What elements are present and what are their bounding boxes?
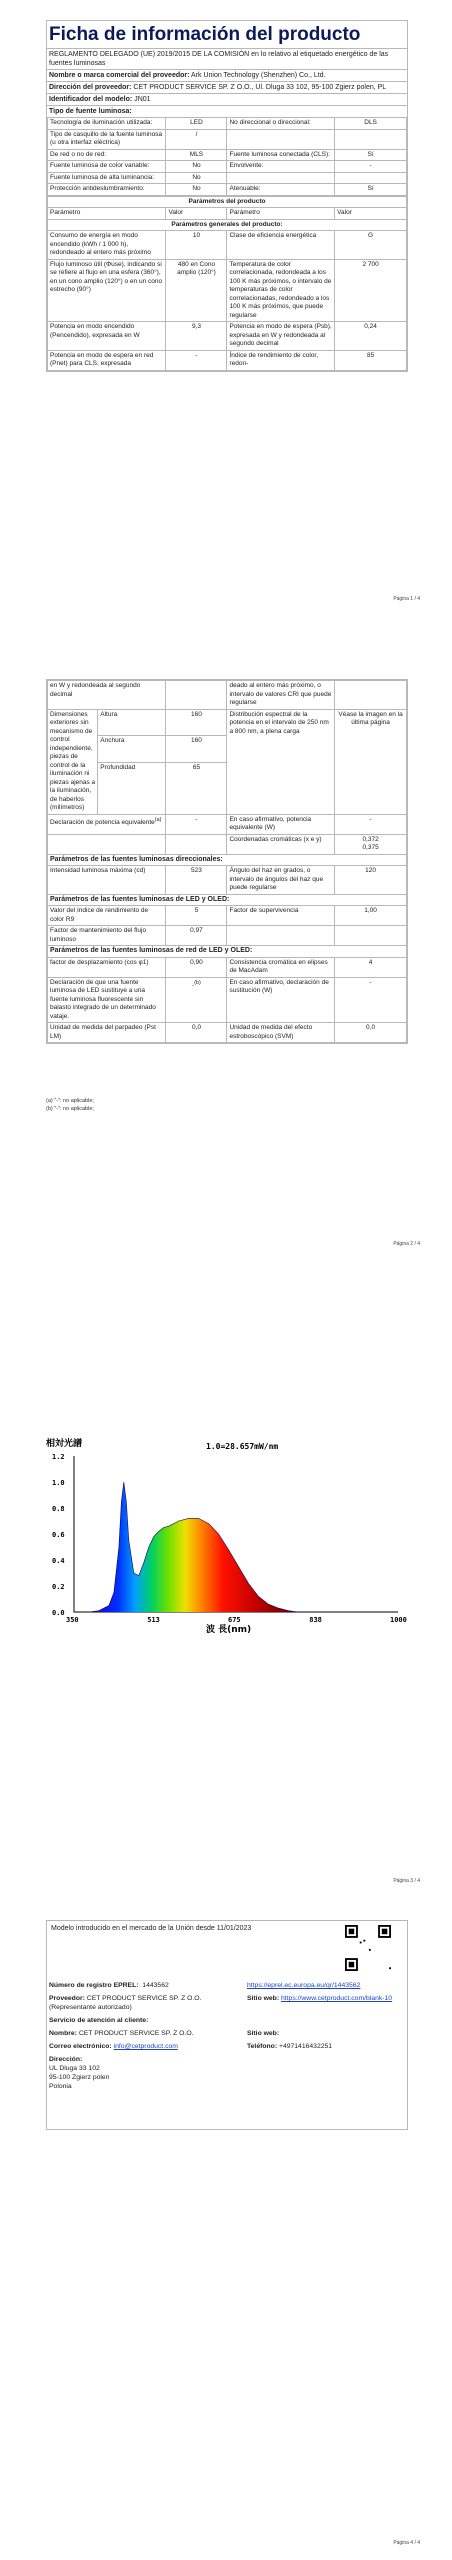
name-cell xyxy=(47,2027,245,2040)
page-1 xyxy=(0,0,452,610)
general-param-label: Temperatura de color correlacionada, redondeada a los 100 K más próximos, o intervalo de temperaturas de color correlacionadas, redondeado a los 100 K más próximos, que puede regularse xyxy=(227,259,335,322)
led-param-label: Factor de supervivencia xyxy=(227,906,335,926)
site-cell xyxy=(245,1992,407,2014)
source-param-label: Envolvente: xyxy=(227,161,335,173)
beam-angle-label: Ángulo del haz en grados, o intervalo de ángulos del haz que puede regularse xyxy=(227,866,335,895)
equiv-power-value: - xyxy=(335,814,407,834)
led-param-label: Valor del índice de rendimiento de color R9 xyxy=(48,906,166,926)
mains-param-label: factor de desplazamiento (cos φ1) xyxy=(48,957,166,977)
regulation-text: REGLAMENTO DELEGADO (UE) 2019/2015 DE LA COMISIÓN en lo relativo al etiquetado energético de las fuentes luminosas xyxy=(47,48,407,69)
led-param-value: 5 xyxy=(166,906,227,926)
site-link[interactable]: https://www.cetproduct.com/blank-10 xyxy=(281,1995,393,2002)
max-intensity-label: Intensidad luminosa máxima (cd) xyxy=(48,866,166,895)
dimensions-label: Dimensiones exteriores sin mecanismo de control independiente, piezas de control de la iluminación ni piezas ajenas a la iluminación, de haberlos (milímetros) xyxy=(48,709,98,814)
source-param-label: Tipo de casquillo de la fuente luminosa (u otra interfaz eléctrica) xyxy=(48,129,166,149)
eprel-link[interactable]: https://eprel.ec.europa.eu/qr/1443562 xyxy=(247,1982,361,1989)
footnote-marker: (b) xyxy=(194,979,201,986)
empty-cell xyxy=(166,834,227,854)
mains-param-value: 4 xyxy=(335,957,407,977)
general-param-value: 85 xyxy=(335,350,407,370)
y-tick-label: 0.6 xyxy=(52,1531,65,1539)
general-param-label: Potencia en modo de espera (Psb), expresada en W y redondeada al segundo decimal xyxy=(227,322,335,351)
general-param-value: 9,3 xyxy=(166,322,227,351)
dim-name: Altura xyxy=(98,709,166,736)
general-param-value: 0,24 xyxy=(335,322,407,351)
source-param-value: DLS xyxy=(335,118,407,130)
general-param-value: 10 xyxy=(166,231,227,260)
x-axis-label: 波 長(nm) xyxy=(206,1625,252,1635)
provider-cell xyxy=(47,1992,245,2014)
footnote-a: (a) "-": no aplicable; xyxy=(46,1098,94,1104)
general-param-label: Índice de rendimiento de color, redon- xyxy=(227,350,335,370)
email-label: Correo electrónico: xyxy=(49,2043,112,2050)
eprel-link-cell xyxy=(245,1979,407,1992)
empty-cell xyxy=(335,681,407,710)
source-param-label: Protección antideslumbramiento: xyxy=(48,184,166,196)
source-param-value: No xyxy=(166,184,227,196)
led-param-value: 0,97 xyxy=(166,926,227,946)
chroma-label: Coordenadas cromáticas (x e y) xyxy=(227,834,335,854)
x-tick-label: 513 xyxy=(147,1616,160,1624)
source-param-label: Tecnología de iluminación utilizada: xyxy=(48,118,166,130)
mains-param-value xyxy=(166,977,227,1023)
standby-net-cont: en W y redondeada al segundo decimal xyxy=(48,681,166,710)
dim-value: 65 xyxy=(166,762,227,814)
page-3 xyxy=(0,1310,452,1900)
general-param-value: 2 700 xyxy=(335,259,407,322)
phone-value: +4971416432251 xyxy=(278,2043,333,2050)
phone-cell xyxy=(245,2040,407,2053)
led-param-value: 1,00 xyxy=(335,906,407,926)
address-label: Dirección: xyxy=(49,2056,83,2063)
page-2 xyxy=(0,655,452,1265)
y-tick-label: 0.4 xyxy=(52,1557,65,1565)
dim-value: 160 xyxy=(166,709,227,736)
general-param-label: Potencia en modo de espera en red (Pnet) para CLS, expresada xyxy=(48,350,166,370)
dim-name: Profundidad xyxy=(98,762,166,814)
led-param-value xyxy=(335,926,407,946)
directional-header: Parámetros de las fuentes luminosas direccionales: xyxy=(48,854,407,866)
col-header: Valor xyxy=(166,208,227,220)
page-number: Página 1 / 4 xyxy=(393,596,420,602)
address-value: UL Dluga 33 102 95-100 Zgierz polen Polonia xyxy=(49,2065,110,2090)
mains-param-value-text: - xyxy=(192,981,195,989)
name-value: CET PRODUCT SERVICE SP. Z O.O. xyxy=(78,2030,194,2037)
y-tick-labels xyxy=(52,1453,65,1617)
spectrum-area xyxy=(89,1482,298,1612)
model-row xyxy=(47,93,407,105)
source-param-value: LED xyxy=(166,118,227,130)
general-param-label: Potencia en modo encendido (Pencendido), expresada en W xyxy=(48,322,166,351)
source-param-value xyxy=(335,172,407,184)
spectral-label: Distribución espectral de la potencia en el intervalo de 250 nm a 800 nm, a plena carga xyxy=(227,709,335,814)
page-title: Ficha de información del producto xyxy=(49,24,361,45)
mains-param-label: Unidad de medida del efecto estroboscópico (SVM) xyxy=(227,1023,335,1043)
model-label: Identificador del modelo: xyxy=(49,96,133,103)
source-param-value: Sí xyxy=(335,184,407,196)
source-param-value: Sí xyxy=(335,149,407,161)
dim-name: Anchura xyxy=(98,736,166,763)
phone-label: Teléfono: xyxy=(247,2043,278,2050)
general-param-label: Flujo luminoso útil (Φuse), indicando si se refiere al flujo en una esfera (360°), en un cono amplio (120°) o en un cono estrecho (90°) xyxy=(48,259,166,322)
product-params-header: Parámetros del producto xyxy=(48,196,407,208)
registration-grid xyxy=(47,1979,407,2093)
service-header: Servicio de atención al cliente: xyxy=(49,2017,149,2024)
equiv-label xyxy=(48,814,166,834)
cri-cont: deado al entero más próximo, o intervalo de valores CRI que puede regularse xyxy=(227,681,335,710)
general-param-value: - xyxy=(166,350,227,370)
chart-annotation: 1.0=28.657mW/nm xyxy=(206,1442,279,1451)
market-intro: Modelo introducido en el mercado de la Unión desde 11/01/2023 xyxy=(51,1925,252,1932)
mains-header: Parámetros de las fuentes luminosas de red de LED y OLED: xyxy=(48,946,407,958)
general-param-value: G xyxy=(335,231,407,260)
product-params-continued xyxy=(46,679,408,1044)
product-params-table xyxy=(47,196,407,371)
y-tick-label: 0.2 xyxy=(52,1583,65,1591)
continued-table xyxy=(47,680,407,1043)
empty-cell xyxy=(166,681,227,710)
supplier-name-row xyxy=(47,69,407,81)
provider-label: Proveedor: xyxy=(49,1995,85,2002)
empty-cell xyxy=(48,834,166,854)
x-tick-label: 350 xyxy=(66,1616,79,1624)
model-value: JN01 xyxy=(134,96,151,103)
page-number: Página 4 / 4 xyxy=(393,2540,420,2546)
general-params-header: Parámetros generales del producto: xyxy=(48,219,407,231)
mains-param-value: 0,90 xyxy=(166,957,227,977)
site-label: Sitio web: xyxy=(247,1995,280,2002)
led-param-label: Factor de mantenimiento del flujo luminoso xyxy=(48,926,166,946)
source-param-label: Fuente luminosa conectada (CLS): xyxy=(227,149,335,161)
mains-param-value: - xyxy=(335,977,407,1023)
source-param-value xyxy=(335,129,407,149)
y-axis-label: 相対光譜 xyxy=(46,1439,83,1449)
qr-code-icon[interactable] xyxy=(345,1925,391,1971)
email-cell xyxy=(47,2040,245,2053)
general-param-label: Consumo de energía en modo encendido (kWh / 1 000 h), redondeado al entero más próximo xyxy=(48,231,166,260)
y-tick-label: 0.8 xyxy=(52,1505,65,1513)
page-number: Página 2 / 4 xyxy=(393,1241,420,1247)
footnote-marker: (a) xyxy=(154,816,162,823)
mains-param-value: 0,0 xyxy=(335,1023,407,1043)
source-param-label: Atenuable: xyxy=(227,184,335,196)
general-param-label: Clase de eficiencia energética xyxy=(227,231,335,260)
footnote-b: (b) "-": no aplicable; xyxy=(46,1106,94,1112)
x-tick-label: 838 xyxy=(309,1616,322,1624)
source-param-label: No direccional o direccional: xyxy=(227,118,335,130)
source-param-value: - xyxy=(335,161,407,173)
source-type-table xyxy=(47,117,407,196)
y-tick-label: 0.0 xyxy=(52,1609,65,1617)
spectral-chart xyxy=(46,1436,408,1636)
source-param-label xyxy=(227,129,335,149)
mains-param-label: Declaración de que una fuente luminosa de LED sustituye a una fuente luminosa fluorescente sin balasto integrado de un determinado vataje. xyxy=(48,977,166,1023)
chroma-value: 0,372 0,375 xyxy=(335,834,407,854)
led-param-label xyxy=(227,926,335,946)
name-label: Nombre: xyxy=(49,2030,77,2037)
source-type-header: Tipo de fuente luminosa: xyxy=(47,105,407,117)
max-intensity-value: 523 xyxy=(166,866,227,895)
eprel-value: 1443562 xyxy=(142,1982,169,1989)
mains-param-label: Consistencia cromática en elipses de MacAdam xyxy=(227,957,335,977)
email-link[interactable]: info@cetproduct.com xyxy=(113,2043,178,2050)
page-number: Página 3 / 4 xyxy=(393,1878,420,1884)
source-param-label: De red o no de red: xyxy=(48,149,166,161)
supplier-address-label: Dirección del proveedor: xyxy=(49,84,132,91)
beam-angle-value: 120 xyxy=(335,866,407,895)
address-cell xyxy=(47,2053,407,2093)
led-header: Parámetros de las fuentes luminosas de LED y OLED: xyxy=(48,894,407,906)
provider-value: CET PRODUCT SERVICE SP. Z O.O. (Representante autorizado) xyxy=(49,1995,202,2011)
site2-label: Sitio web: xyxy=(247,2030,280,2037)
equiv-value: - xyxy=(166,814,227,834)
supplier-name-label: Nombre o marca comercial del proveedor: xyxy=(49,72,190,79)
source-param-value: No xyxy=(166,172,227,184)
mains-param-label: Unidad de medida del parpadeo (Pst LM) xyxy=(48,1023,166,1043)
general-param-value: 480 en Cono amplio (120°) xyxy=(166,259,227,322)
x-tick-label: 675 xyxy=(228,1616,241,1624)
supplier-address-value: CET PRODUCT SERVICE SP. Z O.O., Ul. Dluga 33 102, 95-100 Zgierz polen, PL xyxy=(133,84,387,91)
product-info-sheet xyxy=(46,20,408,372)
footnotes xyxy=(46,1097,94,1113)
supplier-name-value: Ark Union Technology (Shenzhen) Co., Ltd. xyxy=(191,72,326,79)
col-header: Parámetro xyxy=(227,208,335,220)
y-tick-label: 1.0 xyxy=(52,1479,65,1487)
registration-box xyxy=(46,1920,408,2130)
mains-param-label: En caso afirmativo, declaración de sustitución (W) xyxy=(227,977,335,1023)
eprel-label: Número de registro EPREL: xyxy=(49,1982,139,1989)
source-param-value: No xyxy=(166,161,227,173)
source-param-value: / xyxy=(166,129,227,149)
source-param-value: MLS xyxy=(166,149,227,161)
col-header: Valor xyxy=(335,208,407,220)
x-tick-label: 1000 xyxy=(390,1616,407,1624)
site2-cell xyxy=(245,2027,407,2040)
supplier-address-row xyxy=(47,81,407,93)
spectral-value: Véase la imagen en la última página xyxy=(335,709,407,814)
equiv-power-label: En caso afirmativo, potencia equivalente (W) xyxy=(227,814,335,834)
equiv-label-text: Declaración de potencia equivalente xyxy=(50,818,155,826)
mains-param-value: 0,0 xyxy=(166,1023,227,1043)
source-param-label: Fuente luminosa de color variable: xyxy=(48,161,166,173)
page-4 xyxy=(0,1920,452,2560)
source-param-label xyxy=(227,172,335,184)
dim-value: 160 xyxy=(166,736,227,763)
x-tick-labels xyxy=(66,1616,407,1624)
eprel-cell xyxy=(47,1979,245,1992)
y-tick-label: 1.2 xyxy=(52,1453,65,1461)
source-param-label: Fuente luminosa de alta luminancia: xyxy=(48,172,166,184)
col-header: Parámetro xyxy=(48,208,166,220)
